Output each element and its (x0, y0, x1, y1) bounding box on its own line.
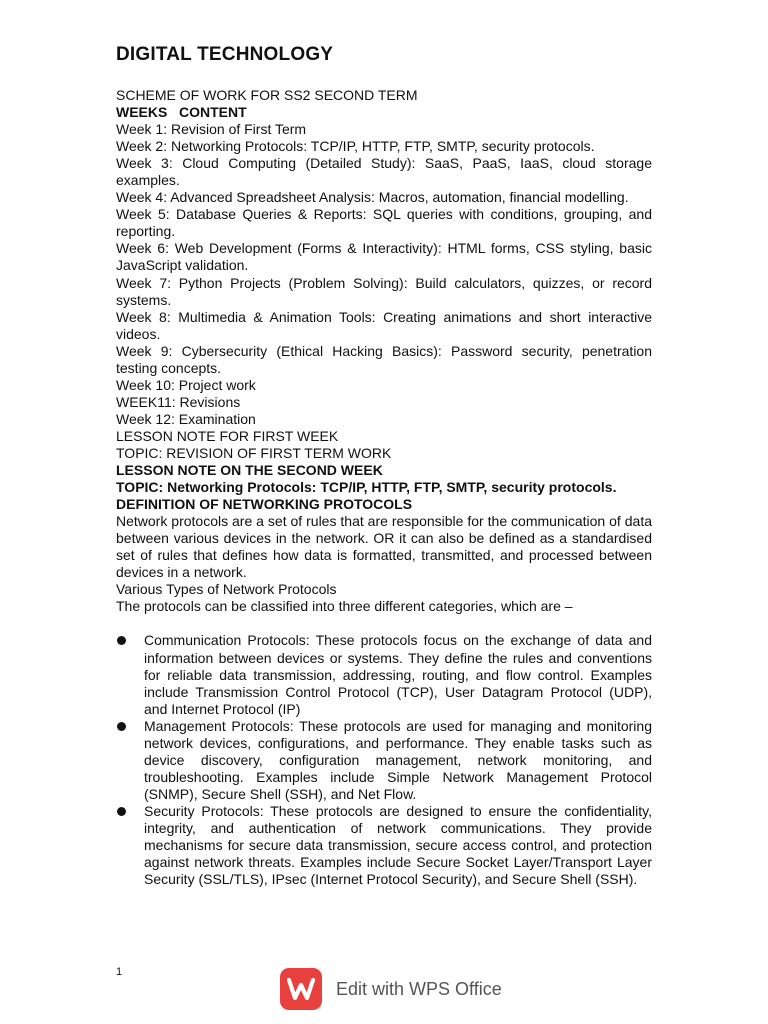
lesson-note-first: LESSON NOTE FOR FIRST WEEK (116, 427, 339, 444)
protocol-list (116, 632, 652, 888)
spacer (116, 615, 652, 632)
bullet-text: s: These protocols are used for managing and monitoring network devices, configurations, and performance. They enable tasks such as device discovery, configuration management, network monitoring, and troubleshooting. Examples include Simple Network Management Protocol (SNMP), Secure Shell (SSH), and Net Flow. (144, 717, 652, 802)
week-item: Week 6: Web Development (Forms & Interactivity): HTML forms, CSS styling, basic JavaScript validation. (116, 240, 652, 274)
week-item: Week 4: Advanced Spreadsheet Analysis: Macros, automation, financial modelling. (116, 189, 629, 206)
types-intro: The protocols can be classified into three different categories, which are – (116, 598, 573, 615)
definition-heading: DEFINITION OF NETWORKING PROTOCOLS (116, 496, 413, 513)
list-item (116, 632, 652, 717)
page-number: 1 (116, 966, 123, 978)
topic-second: TOPIC: Networking Protocols: TCP/IP, HTTP, FTP, SMTP, security protocols. (116, 479, 617, 496)
bullet-icon (117, 636, 126, 645)
topic-first: TOPIC: REVISION OF FIRST TERM WORK (116, 444, 392, 461)
bullet-icon (117, 807, 126, 816)
wps-watermark-text: Edit with WPS Office (336, 978, 502, 999)
wps-watermark[interactable] (280, 968, 502, 1010)
week-item: Week 9: Cybersecurity (Ethical Hacking Basics): Password security, penetration testing concepts. (116, 342, 652, 376)
document-title: DIGITAL TECHNOLOGY (116, 44, 334, 65)
wps-logo-icon (280, 968, 322, 1010)
bullet-term: Communication Protocols (144, 632, 306, 649)
week-item: Week 10: Project work (116, 376, 256, 393)
week-item: Week 12: Examination (116, 410, 256, 427)
lesson-note-second: LESSON NOTE ON THE SECOND WEEK (116, 462, 383, 479)
scheme-title: SCHEME OF WORK FOR SS2 SECOND TERM (116, 87, 418, 103)
definition-text: Network protocols are a set of rules that are responsible for the communication of data between various devices in the network. OR it can also be defined as a standardised set of rules that defines how data is formatted, transmitted, and processed between devices in a network. (116, 513, 652, 581)
types-heading: Various Types of Network Protocols (116, 581, 337, 598)
week-item: WEEK11: Revisions (116, 393, 241, 410)
weeks-header: WEEKS CONTENT (116, 104, 247, 121)
bullet-term: Management Protocol (144, 717, 283, 734)
week-item: Week 2: Networking Protocols: TCP/IP, HTTP, FTP, SMTP, security protocols. (116, 138, 595, 155)
week-item: Week 7: Python Projects (Problem Solving): Build calculators, quizzes, or record systems. (116, 274, 652, 308)
document-body (116, 87, 652, 888)
week-item: Week 1: Revision of First Term (116, 121, 307, 138)
bullet-icon (117, 722, 126, 731)
bullet-text: : These protocols focus on the exchange of data and information between devices or systems. They define the rules and conventions for reliable data transmission, addressing, routing, and flow control. Examples include Transmission Control Protocol (TCP), User Datagram Protocol (UDP), and Internet Protocol (IP) (144, 632, 652, 717)
list-item (116, 803, 652, 888)
list-item (116, 718, 652, 803)
bullet-text: : These protocols are designed to ensure the confidentiality, integrity, and authentication of network communications. They provide mechanisms for secure data transmission, secure access control, and protection against network threats. Examples include Secure Socket Layer/Transport Layer Security (SSL/TLS), IPsec (Internet Protocol Security), and Secure Shell (SSH). (144, 802, 652, 888)
wps-logo-glyph (280, 968, 322, 1010)
bullet-term: Security Protocols (144, 802, 260, 819)
week-item: Week 8: Multimedia & Animation Tools: Creating animations and short interactive videos. (116, 308, 652, 342)
week-item: Week 5: Database Queries & Reports: SQL queries with conditions, grouping, and reporting. (116, 206, 652, 240)
week-item: Week 3: Cloud Computing (Detailed Study): SaaS, PaaS, IaaS, cloud storage examples. (116, 155, 652, 189)
